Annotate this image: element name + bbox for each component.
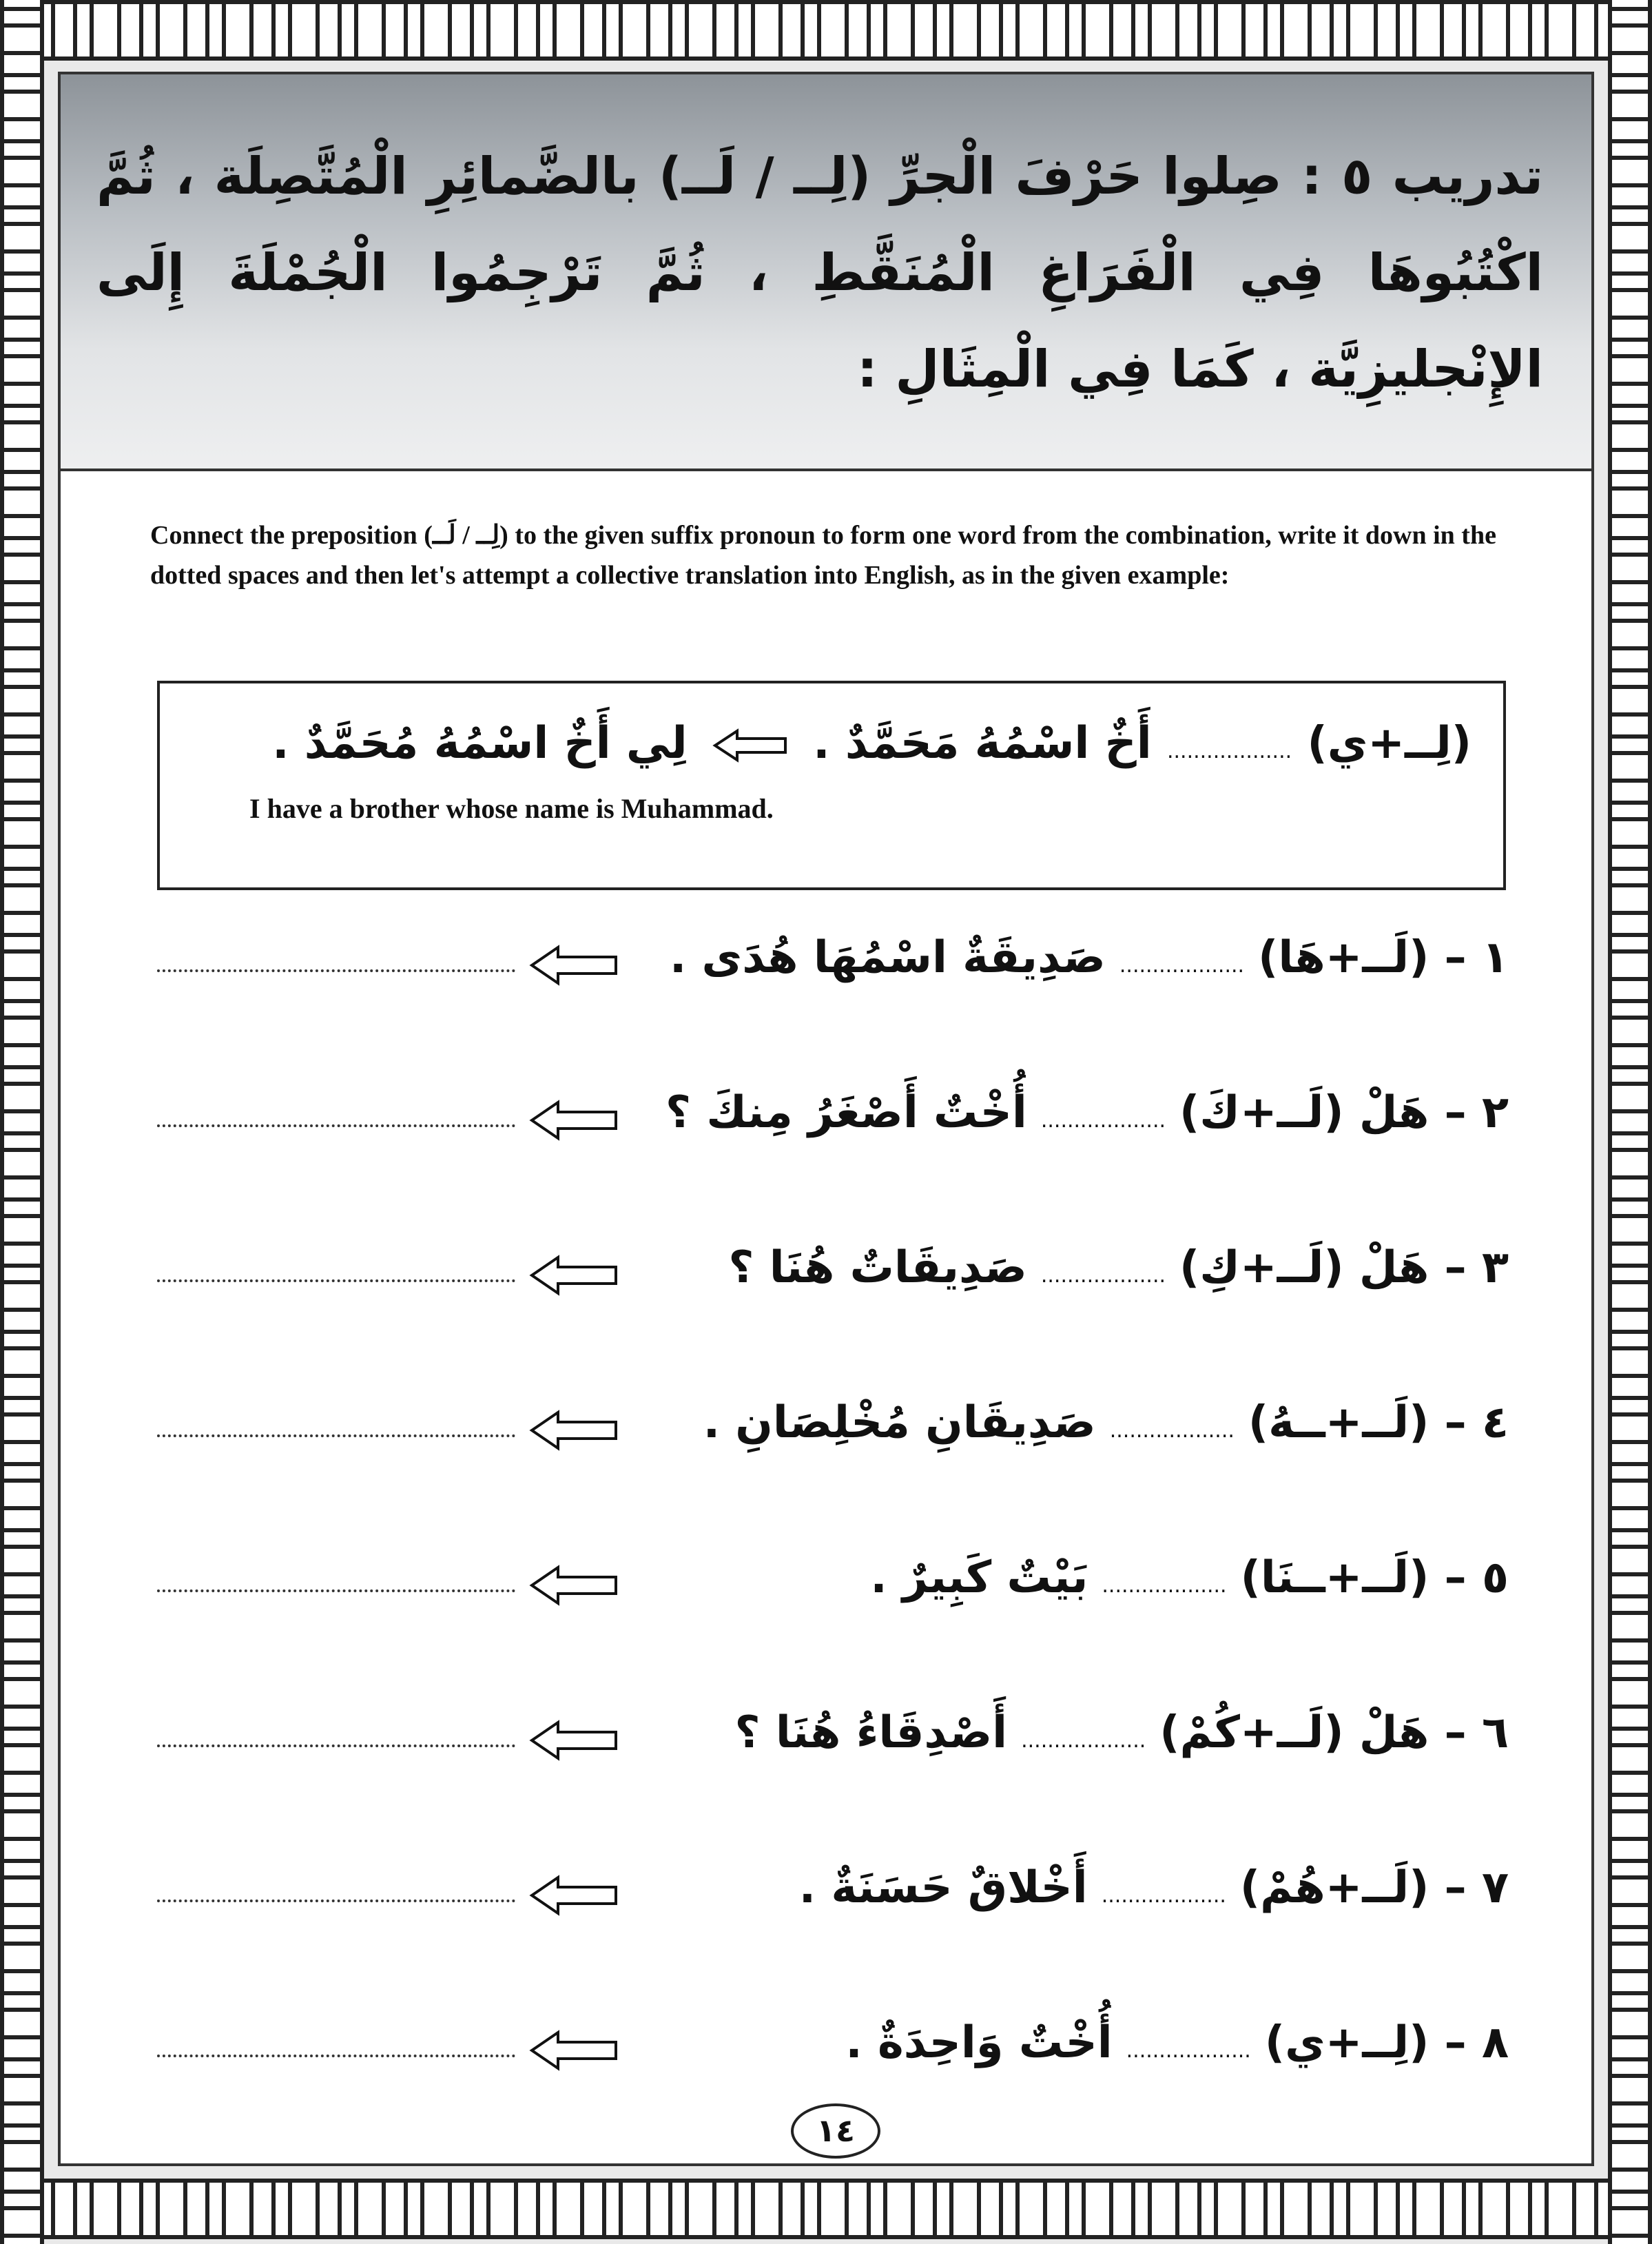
arrow-left-icon [529,2030,619,2071]
arrow-left-icon [529,945,619,986]
answer-field[interactable] [157,1898,515,1902]
exercise-row [544,1862,1509,1924]
exercise-dash: – [1429,1707,1482,1758]
example-sentence: أَخٌ اسْمُهُ مَحَمَّدٌ . [813,718,1152,769]
arrow-left-icon [529,1565,619,1606]
page-content [58,72,1594,2166]
exercise-row [544,932,1509,994]
example-answer: لِي أَخٌ اسْمُهُ مُحَمَّدٌ . [272,718,688,769]
exercise-sentence: صَدِيقَةٌ اسْمُهَا هُدَى . [669,932,1106,983]
answer-field[interactable] [157,1278,515,1282]
exercise-dash: – [1429,1552,1482,1603]
exercise-number: ٦ [1481,1707,1509,1758]
example-box [157,681,1506,890]
page-number: ١٤ [791,2103,880,2159]
english-instruction: Connect the preposition (لِــ / لَــ) to the given suffix pronoun to form one word from the combination, write it down in the dotted spaces and then let's attempt a collective translation into English, as in the given example: [150,521,1496,590]
exercise-prompt: (لَــ+ــنَا) [1240,1552,1429,1603]
exercise-sentence: أُخْتٌ وَاحِدَةٌ . [845,2017,1113,2068]
exercise-sentence: أَخْلاقٌ حَسَنَةٌ . [798,1862,1088,1913]
exercise-prompt: (لَــ+هَا) [1258,932,1429,983]
exercise-prompt: هَلْ (لَــ+كُمْ) [1159,1707,1429,1758]
arrow-left-icon [712,728,788,763]
exercise-dots: ................... [1040,1109,1166,1133]
answer-field[interactable] [157,1588,515,1592]
exercise-dash: – [1429,932,1482,983]
example-translation: I have a brother whose name is Muhammad. [249,793,774,824]
exercise-prompt: هَلْ (لَــ+كِ) [1179,1242,1429,1293]
exercise-sentence: أَصْدِقَاءُ هُنَا ؟ [734,1707,1008,1758]
bottom-border-ornament [0,2179,1652,2239]
arabic-instruction: تدريب ٥ : صِلوا حَرْفَ الْجرِّ (لِــ / لَــ) بالضَّمائِرِ الْمُتَّصِلَة ، ثُمَّ اكْتُبُوهَا فِي الْفَرَاغِ الْمُنَقَّطِ ، ثُمَّ تَرْجِمُوا الْجُمْلَةَ إِلَى الإِنْجليزِيَّة ، كَمَا فِي الْمِثَالِ : [96,147,1543,399]
exercise-dots: ................... [1040,1264,1166,1288]
exercise-row [544,1087,1509,1149]
exercise-prompt: (لِــ+ي) [1264,2017,1429,2068]
exercise-prompt: هَلْ (لَــ+كَ) [1179,1087,1429,1138]
arrow-left-icon [529,1875,619,1916]
header-banner [61,74,1591,471]
exercise-row [544,2017,1509,2079]
exercise-number: ٤ [1481,1397,1509,1448]
exercise-row [544,1707,1509,1769]
exercise-dash: – [1429,2017,1482,2068]
exercise-sentence: صَدِيقَاتٌ هُنَا ؟ [728,1242,1027,1293]
right-border-ornament [1608,0,1652,2244]
exercise-number: ٥ [1481,1552,1509,1603]
exercise-prompt: (لَــ+ــهُ) [1248,1397,1429,1448]
example-dots: ................... [1166,739,1292,763]
answer-field[interactable] [157,1743,515,1747]
top-border-ornament [0,0,1652,61]
exercise-row [544,1552,1509,1614]
exercise-dots: ................... [1021,1729,1146,1753]
exercise-dash: – [1429,1087,1482,1138]
exercise-sentence: بَيْتٌ كَبِيرٌ . [870,1552,1088,1603]
exercise-number: ٧ [1481,1862,1509,1913]
exercise-dots: ................... [1126,2039,1251,2063]
arrow-left-icon [529,1100,619,1141]
exercise-row [544,1397,1509,1459]
exercise-dash: – [1429,1397,1482,1448]
example-line [272,718,1472,769]
exercise-number: ٣ [1481,1242,1509,1293]
exercise-dash: – [1429,1862,1482,1913]
answer-field[interactable] [157,968,515,972]
exercise-number: ٨ [1481,2017,1509,2068]
example-prompt: (لِــ+ي) [1307,718,1472,769]
arrow-left-icon [529,1720,619,1761]
arrow-left-icon [529,1255,619,1296]
arrow-left-icon [529,1410,619,1451]
exercise-dots: ................... [1119,954,1245,978]
exercise-sentence: صَدِيقَانِ مُخْلِصَانِ . [703,1397,1096,1448]
exercise-dots: ................... [1109,1419,1235,1443]
answer-field[interactable] [157,1123,515,1127]
exercise-dots: ................... [1102,1574,1227,1598]
exercise-sentence: أُخْتٌ أَصْغَرُ مِنكَ ؟ [665,1087,1027,1138]
answer-field[interactable] [157,1433,515,1437]
answer-field[interactable] [157,2053,515,2057]
exercise-number: ١ [1481,932,1509,983]
exercise-number: ٢ [1481,1087,1509,1138]
exercise-dash: – [1429,1242,1482,1293]
left-border-ornament [0,0,44,2244]
exercise-dots: ................... [1101,1884,1226,1908]
exercise-row [544,1242,1509,1304]
exercise-prompt: (لَــ+هُمْ) [1239,1862,1429,1913]
